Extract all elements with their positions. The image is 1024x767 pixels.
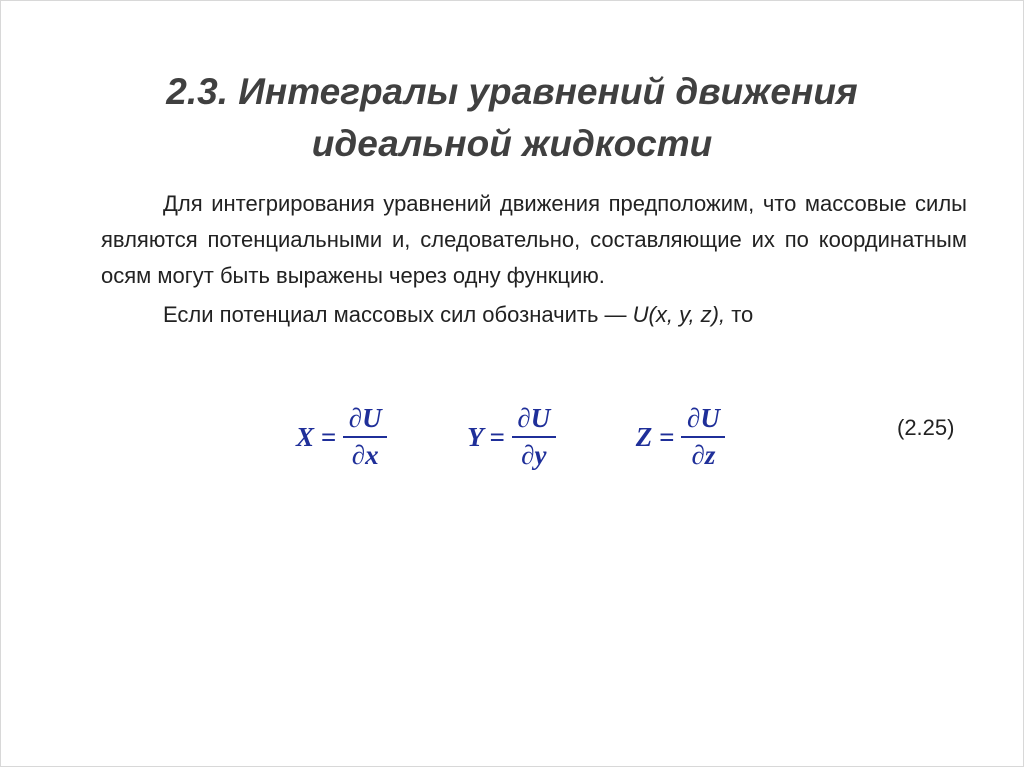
slide-body-text (101, 186, 967, 333)
formula-z-fraction (681, 403, 725, 471)
formula-z-numerator: ∂U (687, 403, 720, 433)
equation-group (296, 399, 725, 475)
formula-y-fraction-bar (512, 436, 556, 438)
formula-z-left-side: Z = (635, 421, 675, 452)
paragraph-potential-forces: Для интегрирования уравнений движения предположим, что массовые силы являются потенциальными и, следовательно, составляющие их по координатным осям могут быть выражены через одну функцию. (101, 191, 967, 288)
formula-x (296, 403, 387, 471)
formula-y-fraction (512, 403, 556, 471)
formula-x-fraction-bar (343, 436, 387, 438)
potential-text-after: то (725, 302, 754, 327)
slide-title-line-1: 2.3. Интегралы уравнений движения (166, 70, 858, 112)
slide-title (1, 66, 1023, 170)
formula-y-numerator: ∂U (517, 403, 551, 433)
formula-x-numerator: ∂U (348, 403, 382, 433)
formula-z (636, 403, 726, 471)
formula-x-denominator: ∂x (351, 440, 379, 470)
formula-y (467, 403, 556, 471)
formula-x-left-side: X = (296, 421, 337, 452)
potential-text-before: Если потенциал массовых сил обозначить — (163, 302, 633, 327)
formula-x-fraction (343, 403, 387, 471)
formula-z-fraction-bar (681, 436, 725, 438)
formula-z-denominator: ∂z (691, 440, 716, 470)
formula-y-denominator: ∂y (521, 440, 547, 470)
potential-function: U(x, y, z), (632, 302, 726, 327)
paragraph-potential-definition (101, 297, 967, 333)
formula-y-left-side: Y = (467, 421, 505, 452)
equation-number: (2.25) (897, 415, 955, 440)
slide-title-line-2: идеальной жидкости (311, 122, 713, 164)
